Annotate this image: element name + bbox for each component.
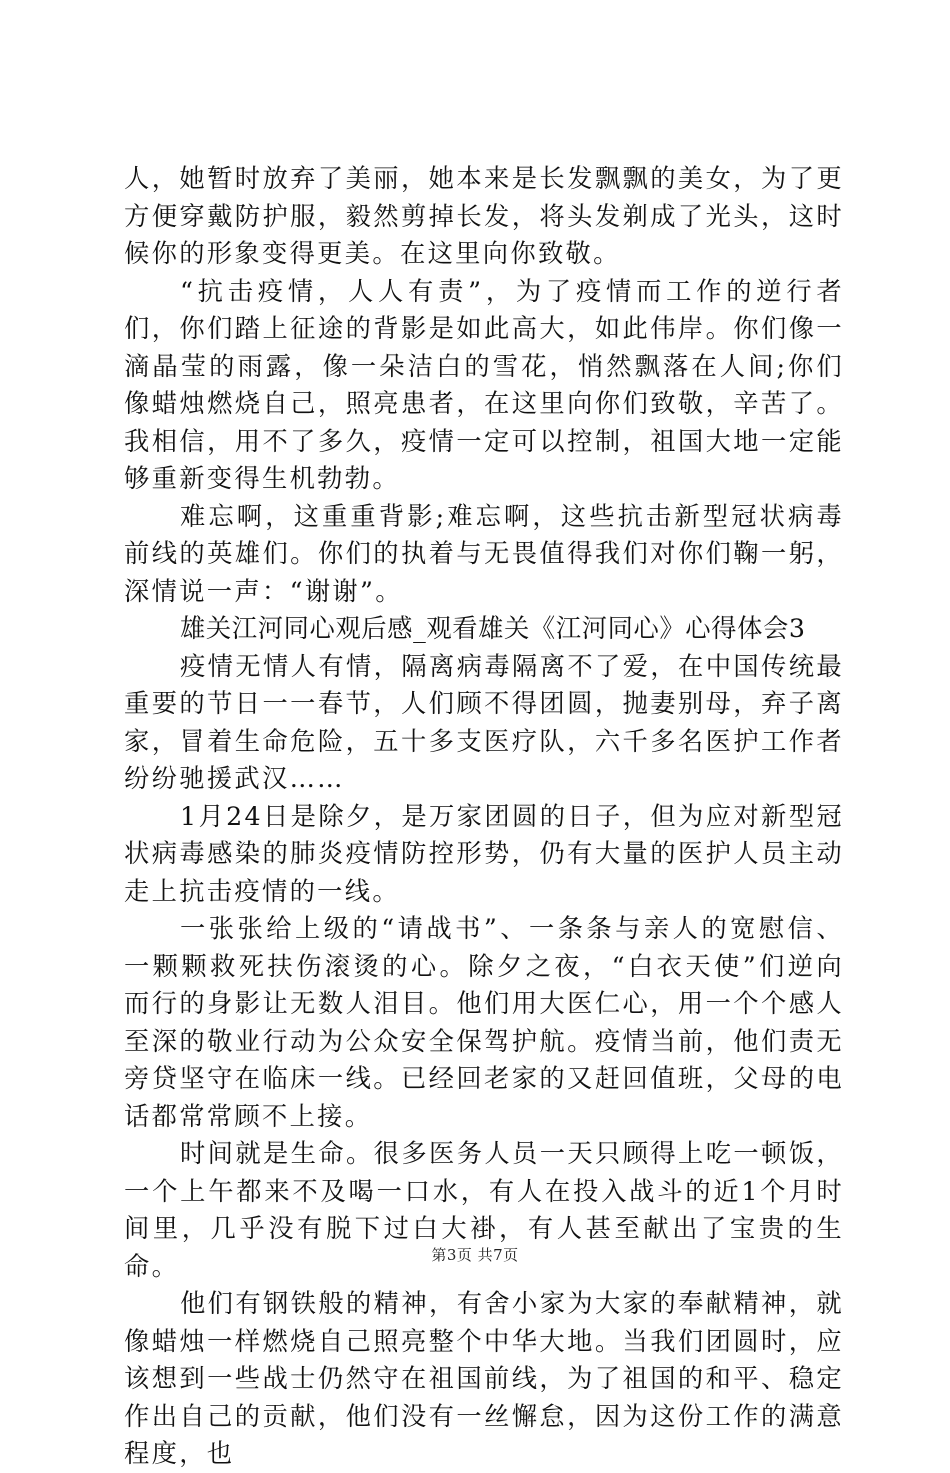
paragraph: 他们有钢铁般的精神，有舍小家为大家的奉献精神，就像蜡烛一样燃烧自己照亮整个中华大地。当我们团圆时，应该想到一些战士仍然守在祖国前线，为了祖国的和平、稳定作出自己的贡献，他们没有一丝懈怠，因为这份工作的满意程度，也 [124, 1289, 844, 1468]
paragraph: “抗击疫情，人人有责”，为了疫情而工作的逆行者们，你们踏上征途的背影是如此高大，如此伟岸。你们像一滴晶莹的雨露，像一朵洁白的雪花，悄然飘落在人间;你们像蜡烛燃烧自己，照亮患者，在这里向你们致敬，辛苦了。我相信，用不了多久，疫情一定可以控制，祖国大地一定能够重新变得生机勃勃。 [124, 276, 844, 493]
paragraph: 时间就是生命。很多医务人员一天只顾得上吃一顿饭，一个上午都来不及喝一口水，有人在投入战斗的近1个月时间里，几乎没有脱下过白大褂，有人甚至献出了宝贵的生命。 [124, 1139, 844, 1281]
paragraph: 人，她暂时放弃了美丽，她本来是长发飘飘的美女，为了更方便穿戴防护服，毅然剪掉长发，将头发剃成了光头，这时候你的形象变得更美。在这里向你致敬。 [124, 164, 844, 268]
page-number-footer: 第3页 共7页 [431, 1246, 519, 1264]
paragraph: 一张张给上级的“请战书”、一条条与亲人的宽慰信、一颗颗救死扶伤滚烫的心。除夕之夜，“白衣天使”们逆向而行的身影让无数人泪目。他们用大医仁心，用一个个感人至深的敬业行动为公众安全保驾护航。疫情当前，他们责无旁贷坚守在临床一线。已经回老家的又赶回值班，父母的电话都常常顾不上接。 [124, 914, 844, 1131]
document-body [124, 160, 844, 1473]
paragraph: 1月24日是除夕，是万家团圆的日子，但为应对新型冠状病毒感染的肺炎疫情防控形势，仍有大量的医护人员主动走上抗击疫情的一线。 [124, 801, 844, 906]
section-heading: 雄关江河同心观后感_观看雄关《江河同心》心得体会3 [180, 614, 806, 643]
paragraph: 疫情无情人有情，隔离病毒隔离不了爱，在中国传统最重要的节日一一春节，人们顾不得团圆，抛妻别母，弃子离家，冒着生命危险，五十多支医疗队，六千多名医护工作者纷纷驰援武汉…… [124, 651, 844, 793]
paragraph: 难忘啊，这重重背影;难忘啊，这些抗击新型冠状病毒前线的英雄们。你们的执着与无畏值得我们对你们鞠一躬，深情说一声：“谢谢”。 [124, 501, 844, 606]
